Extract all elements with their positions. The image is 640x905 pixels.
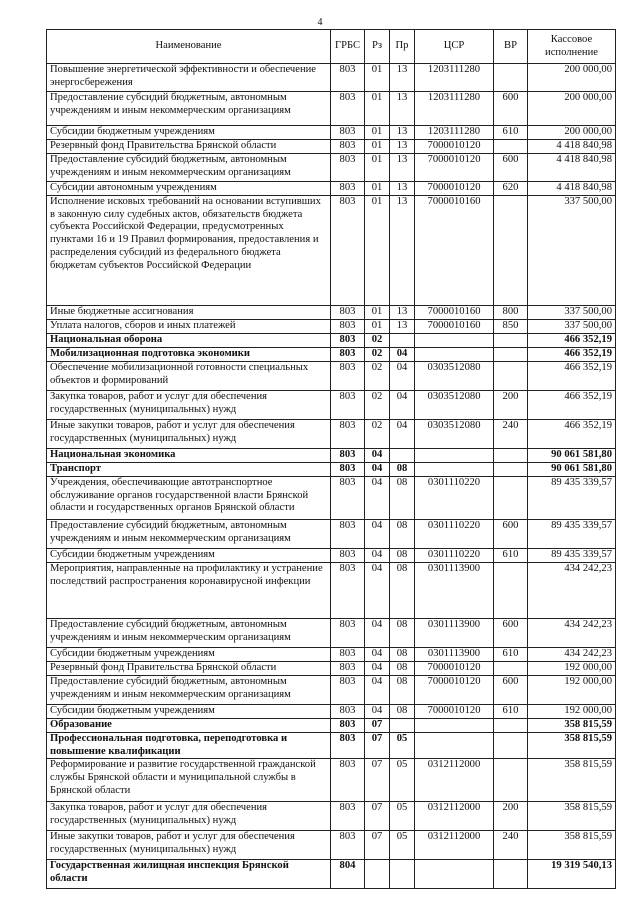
cell-pr: 08 [390, 676, 415, 705]
table-row [47, 549, 616, 563]
cell-grbs: 803 [331, 802, 365, 831]
cell-vr [494, 140, 528, 154]
cell-grbs: 803 [331, 662, 365, 676]
cell-rz: 04 [365, 662, 390, 676]
cell-grbs: 803 [331, 420, 365, 449]
cell-pr: 08 [390, 619, 415, 648]
cell-sum: 90 061 581,80 [528, 463, 616, 477]
cell-csr: 0301110220 [415, 520, 494, 549]
cell-grbs: 803 [331, 362, 365, 391]
cell-grbs: 803 [331, 334, 365, 348]
cell-vr: 610 [494, 648, 528, 662]
cell-name: Обеспечение мобилизационной готовности специальных объектов и формирований [47, 362, 331, 391]
cell-sum: 466 352,19 [528, 420, 616, 449]
cell-grbs: 803 [331, 719, 365, 733]
cell-name: Предоставление субсидий бюджетным, автономным учреждениям и иным некоммерческим организациям [47, 92, 331, 126]
cell-rz: 01 [365, 64, 390, 92]
table-row [47, 154, 616, 182]
cell-pr: 13 [390, 320, 415, 334]
cell-rz: 02 [365, 348, 390, 362]
cell-vr [494, 449, 528, 463]
cell-rz: 01 [365, 320, 390, 334]
cell-grbs: 803 [331, 64, 365, 92]
cell-rz: 04 [365, 648, 390, 662]
cell-name: Исполнение исковых требований на основании вступивших в законную силу судебных актов, обязательств бюджета субъекта Российской Федерации, предусмотренных пунктами 16 и 19 Правил формирования, предоставления и распределения субсидий из федерального бюджета бюджетам субъектов Российской Федерации [47, 196, 331, 306]
cell-sum: 200 000,00 [528, 92, 616, 126]
header-csr: ЦСР [415, 30, 494, 64]
cell-vr: 800 [494, 306, 528, 320]
table-row [47, 140, 616, 154]
table-row [47, 860, 616, 889]
cell-vr [494, 334, 528, 348]
cell-grbs: 803 [331, 733, 365, 759]
cell-rz: 04 [365, 676, 390, 705]
cell-pr: 13 [390, 306, 415, 320]
cell-grbs: 803 [331, 92, 365, 126]
cell-grbs: 803 [331, 449, 365, 463]
cell-grbs: 803 [331, 477, 365, 520]
cell-name: Национальная экономика [47, 449, 331, 463]
cell-csr: 7000010120 [415, 705, 494, 719]
cell-csr: 0301113900 [415, 619, 494, 648]
cell-vr [494, 563, 528, 619]
cell-vr: 600 [494, 154, 528, 182]
cell-csr: 7000010120 [415, 140, 494, 154]
cell-name: Иные бюджетные ассигнования [47, 306, 331, 320]
cell-csr: 7000010160 [415, 320, 494, 334]
cell-sum: 89 435 339,57 [528, 549, 616, 563]
cell-csr: 0312112000 [415, 802, 494, 831]
cell-csr: 0312112000 [415, 831, 494, 860]
cell-csr: 0303512080 [415, 391, 494, 420]
cell-csr: 7000010120 [415, 662, 494, 676]
cell-rz: 01 [365, 306, 390, 320]
cell-rz: 04 [365, 563, 390, 619]
cell-pr: 13 [390, 182, 415, 196]
cell-csr: 0301113900 [415, 648, 494, 662]
table-row [47, 648, 616, 662]
cell-vr: 200 [494, 802, 528, 831]
cell-vr [494, 362, 528, 391]
header-pr: Пр [390, 30, 415, 64]
table-row [47, 334, 616, 348]
cell-csr: 7000010120 [415, 154, 494, 182]
cell-rz: 01 [365, 126, 390, 140]
table-row [47, 520, 616, 549]
cell-grbs: 803 [331, 463, 365, 477]
cell-sum: 358 815,59 [528, 719, 616, 733]
table-row [47, 126, 616, 140]
cell-vr [494, 662, 528, 676]
cell-pr: 05 [390, 759, 415, 802]
cell-grbs: 803 [331, 196, 365, 306]
cell-pr: 13 [390, 154, 415, 182]
cell-sum: 358 815,59 [528, 759, 616, 802]
cell-name: Национальная оборона [47, 334, 331, 348]
cell-sum: 466 352,19 [528, 334, 616, 348]
cell-csr: 0303512080 [415, 362, 494, 391]
cell-rz: 01 [365, 140, 390, 154]
table-row [47, 391, 616, 420]
cell-sum: 466 352,19 [528, 362, 616, 391]
cell-pr: 05 [390, 733, 415, 759]
cell-name: Государственная жилищная инспекция Брянской области [47, 860, 331, 889]
cell-vr: 610 [494, 705, 528, 719]
cell-sum: 434 242,23 [528, 619, 616, 648]
cell-sum: 192 000,00 [528, 662, 616, 676]
cell-vr: 600 [494, 619, 528, 648]
cell-name: Резервный фонд Правительства Брянской области [47, 140, 331, 154]
cell-vr [494, 477, 528, 520]
cell-vr: 240 [494, 420, 528, 449]
cell-name: Повышение энергетической эффективности и обеспечение энергосбережения [47, 64, 331, 92]
cell-rz [365, 860, 390, 889]
cell-grbs: 804 [331, 860, 365, 889]
cell-name: Учреждения, обеспечивающие автотранспортное обслуживание органов государственной власти Брянской области и государственных органов Брянской области [47, 477, 331, 520]
header-vr: ВР [494, 30, 528, 64]
cell-vr: 600 [494, 92, 528, 126]
cell-name: Субсидии бюджетным учреждениям [47, 705, 331, 719]
cell-sum: 4 418 840,98 [528, 154, 616, 182]
cell-grbs: 803 [331, 563, 365, 619]
table-row [47, 619, 616, 648]
cell-name: Предоставление субсидий бюджетным, автономным учреждениям и иным некоммерческим организациям [47, 676, 331, 705]
cell-rz: 02 [365, 334, 390, 348]
cell-grbs: 803 [331, 705, 365, 719]
cell-pr [390, 334, 415, 348]
cell-grbs: 803 [331, 759, 365, 802]
cell-pr: 05 [390, 802, 415, 831]
cell-csr [415, 719, 494, 733]
cell-name: Субсидии бюджетным учреждениям [47, 648, 331, 662]
cell-pr [390, 719, 415, 733]
cell-pr [390, 449, 415, 463]
cell-rz: 07 [365, 759, 390, 802]
table-row [47, 420, 616, 449]
cell-csr [415, 334, 494, 348]
cell-sum: 434 242,23 [528, 648, 616, 662]
cell-csr: 7000010160 [415, 196, 494, 306]
cell-name: Закупка товаров, работ и услуг для обеспечения государственных (муниципальных) нужд [47, 391, 331, 420]
cell-sum: 434 242,23 [528, 563, 616, 619]
cell-grbs: 803 [331, 140, 365, 154]
table-row [47, 563, 616, 619]
cell-sum: 466 352,19 [528, 348, 616, 362]
cell-grbs: 803 [331, 549, 365, 563]
header-name: Наименование [47, 30, 331, 64]
cell-sum: 192 000,00 [528, 705, 616, 719]
cell-name: Резервный фонд Правительства Брянской области [47, 662, 331, 676]
table-row [47, 463, 616, 477]
cell-rz: 07 [365, 802, 390, 831]
table-row [47, 759, 616, 802]
table-row [47, 449, 616, 463]
cell-pr: 05 [390, 831, 415, 860]
cell-grbs: 803 [331, 126, 365, 140]
cell-csr [415, 463, 494, 477]
cell-sum: 200 000,00 [528, 126, 616, 140]
cell-sum: 192 000,00 [528, 676, 616, 705]
cell-sum: 358 815,59 [528, 733, 616, 759]
table-row [47, 196, 616, 306]
cell-sum: 4 418 840,98 [528, 182, 616, 196]
cell-pr: 08 [390, 648, 415, 662]
cell-vr: 610 [494, 126, 528, 140]
cell-rz: 04 [365, 463, 390, 477]
cell-pr: 13 [390, 196, 415, 306]
cell-name: Иные закупки товаров, работ и услуг для обеспечения государственных (муниципальных) нужд [47, 831, 331, 860]
cell-sum: 466 352,19 [528, 391, 616, 420]
page-number: 4 [317, 17, 323, 28]
cell-csr: 7000010120 [415, 182, 494, 196]
cell-grbs: 803 [331, 306, 365, 320]
cell-rz: 02 [365, 420, 390, 449]
cell-sum: 90 061 581,80 [528, 449, 616, 463]
cell-name: Иные закупки товаров, работ и услуг для обеспечения государственных (муниципальных) нужд [47, 420, 331, 449]
cell-sum: 337 500,00 [528, 196, 616, 306]
cell-csr: 7000010160 [415, 306, 494, 320]
table-row [47, 320, 616, 334]
cell-rz: 07 [365, 831, 390, 860]
cell-csr: 0301110220 [415, 549, 494, 563]
table-row [47, 676, 616, 705]
cell-rz: 04 [365, 477, 390, 520]
cell-sum: 89 435 339,57 [528, 520, 616, 549]
cell-grbs: 803 [331, 676, 365, 705]
cell-vr: 620 [494, 182, 528, 196]
cell-pr: 04 [390, 348, 415, 362]
cell-pr: 13 [390, 126, 415, 140]
header-rz: Рз [365, 30, 390, 64]
cell-vr [494, 860, 528, 889]
cell-pr: 04 [390, 391, 415, 420]
cell-grbs: 803 [331, 320, 365, 334]
cell-grbs: 803 [331, 831, 365, 860]
cell-vr [494, 348, 528, 362]
cell-name: Транспорт [47, 463, 331, 477]
cell-vr: 600 [494, 520, 528, 549]
cell-vr [494, 64, 528, 92]
cell-name: Субсидии автономным учреждениям [47, 182, 331, 196]
cell-vr [494, 196, 528, 306]
table-row [47, 64, 616, 92]
cell-csr: 1203111280 [415, 126, 494, 140]
cell-sum: 200 000,00 [528, 64, 616, 92]
cell-name: Образование [47, 719, 331, 733]
cell-pr: 13 [390, 92, 415, 126]
cell-csr [415, 733, 494, 759]
cell-name: Мероприятия, направленные на профилактику и устранение последствий распространения коронавирусной инфекции [47, 563, 331, 619]
cell-vr [494, 759, 528, 802]
cell-grbs: 803 [331, 182, 365, 196]
cell-name: Реформирование и развитие государственной гражданской службы Брянской области и муниципальной службы в Брянской области [47, 759, 331, 802]
cell-pr: 08 [390, 477, 415, 520]
cell-name: Предоставление субсидий бюджетным, автономным учреждениям и иным некоммерческим организациям [47, 520, 331, 549]
cell-vr: 610 [494, 549, 528, 563]
cell-csr: 0301110220 [415, 477, 494, 520]
cell-pr: 08 [390, 563, 415, 619]
header-grbs: ГРБС [331, 30, 365, 64]
cell-pr: 04 [390, 420, 415, 449]
cell-csr: 0301113900 [415, 563, 494, 619]
table-row [47, 306, 616, 320]
cell-name: Уплата налогов, сборов и иных платежей [47, 320, 331, 334]
table-row [47, 362, 616, 391]
cell-vr [494, 719, 528, 733]
cell-sum: 337 500,00 [528, 306, 616, 320]
cell-vr [494, 463, 528, 477]
cell-pr: 08 [390, 662, 415, 676]
cell-name: Предоставление субсидий бюджетным, автономным учреждениям и иным некоммерческим организациям [47, 154, 331, 182]
table-row [47, 719, 616, 733]
cell-grbs: 803 [331, 348, 365, 362]
cell-vr: 240 [494, 831, 528, 860]
cell-csr: 0303512080 [415, 420, 494, 449]
cell-pr: 08 [390, 549, 415, 563]
cell-pr: 13 [390, 140, 415, 154]
table-row [47, 477, 616, 520]
table-header-row [47, 30, 616, 64]
cell-name: Предоставление субсидий бюджетным, автономным учреждениям и иным некоммерческим организациям [47, 619, 331, 648]
cell-rz: 07 [365, 733, 390, 759]
cell-rz: 02 [365, 362, 390, 391]
cell-sum: 89 435 339,57 [528, 477, 616, 520]
cell-vr: 600 [494, 676, 528, 705]
cell-name: Профессиональная подготовка, переподготовка и повышение квалификации [47, 733, 331, 759]
cell-pr [390, 860, 415, 889]
cell-csr: 1203111280 [415, 92, 494, 126]
cell-csr: 7000010120 [415, 676, 494, 705]
table-row [47, 802, 616, 831]
cell-rz: 04 [365, 705, 390, 719]
cell-pr: 04 [390, 362, 415, 391]
cell-name: Закупка товаров, работ и услуг для обеспечения государственных (муниципальных) нужд [47, 802, 331, 831]
header-sum: Кассовое исполнение [528, 30, 616, 64]
cell-csr [415, 348, 494, 362]
table-row [47, 831, 616, 860]
cell-sum: 4 418 840,98 [528, 140, 616, 154]
cell-rz: 04 [365, 549, 390, 563]
cell-pr: 13 [390, 64, 415, 92]
cell-sum: 19 319 540,13 [528, 860, 616, 889]
budget-execution-table [46, 29, 616, 889]
cell-csr: 0312112000 [415, 759, 494, 802]
cell-csr [415, 449, 494, 463]
cell-vr: 850 [494, 320, 528, 334]
cell-name: Мобилизационная подготовка экономики [47, 348, 331, 362]
cell-pr: 08 [390, 463, 415, 477]
cell-grbs: 803 [331, 520, 365, 549]
cell-rz: 04 [365, 619, 390, 648]
cell-rz: 01 [365, 92, 390, 126]
table-body [47, 64, 616, 889]
cell-rz: 01 [365, 182, 390, 196]
cell-rz: 07 [365, 719, 390, 733]
cell-vr [494, 733, 528, 759]
cell-pr: 08 [390, 705, 415, 719]
table-row [47, 92, 616, 126]
cell-sum: 358 815,59 [528, 802, 616, 831]
cell-pr: 08 [390, 520, 415, 549]
cell-vr: 200 [494, 391, 528, 420]
table-row [47, 182, 616, 196]
cell-grbs: 803 [331, 648, 365, 662]
cell-rz: 04 [365, 449, 390, 463]
cell-csr [415, 860, 494, 889]
table-row [47, 705, 616, 719]
cell-name: Субсидии бюджетным учреждениям [47, 549, 331, 563]
table-row [47, 348, 616, 362]
cell-rz: 01 [365, 196, 390, 306]
table-row [47, 662, 616, 676]
table-row [47, 733, 616, 759]
cell-rz: 02 [365, 391, 390, 420]
cell-grbs: 803 [331, 154, 365, 182]
cell-sum: 337 500,00 [528, 320, 616, 334]
cell-grbs: 803 [331, 619, 365, 648]
cell-name: Субсидии бюджетным учреждениям [47, 126, 331, 140]
cell-csr: 1203111280 [415, 64, 494, 92]
cell-grbs: 803 [331, 391, 365, 420]
cell-rz: 04 [365, 520, 390, 549]
cell-sum: 358 815,59 [528, 831, 616, 860]
cell-rz: 01 [365, 154, 390, 182]
